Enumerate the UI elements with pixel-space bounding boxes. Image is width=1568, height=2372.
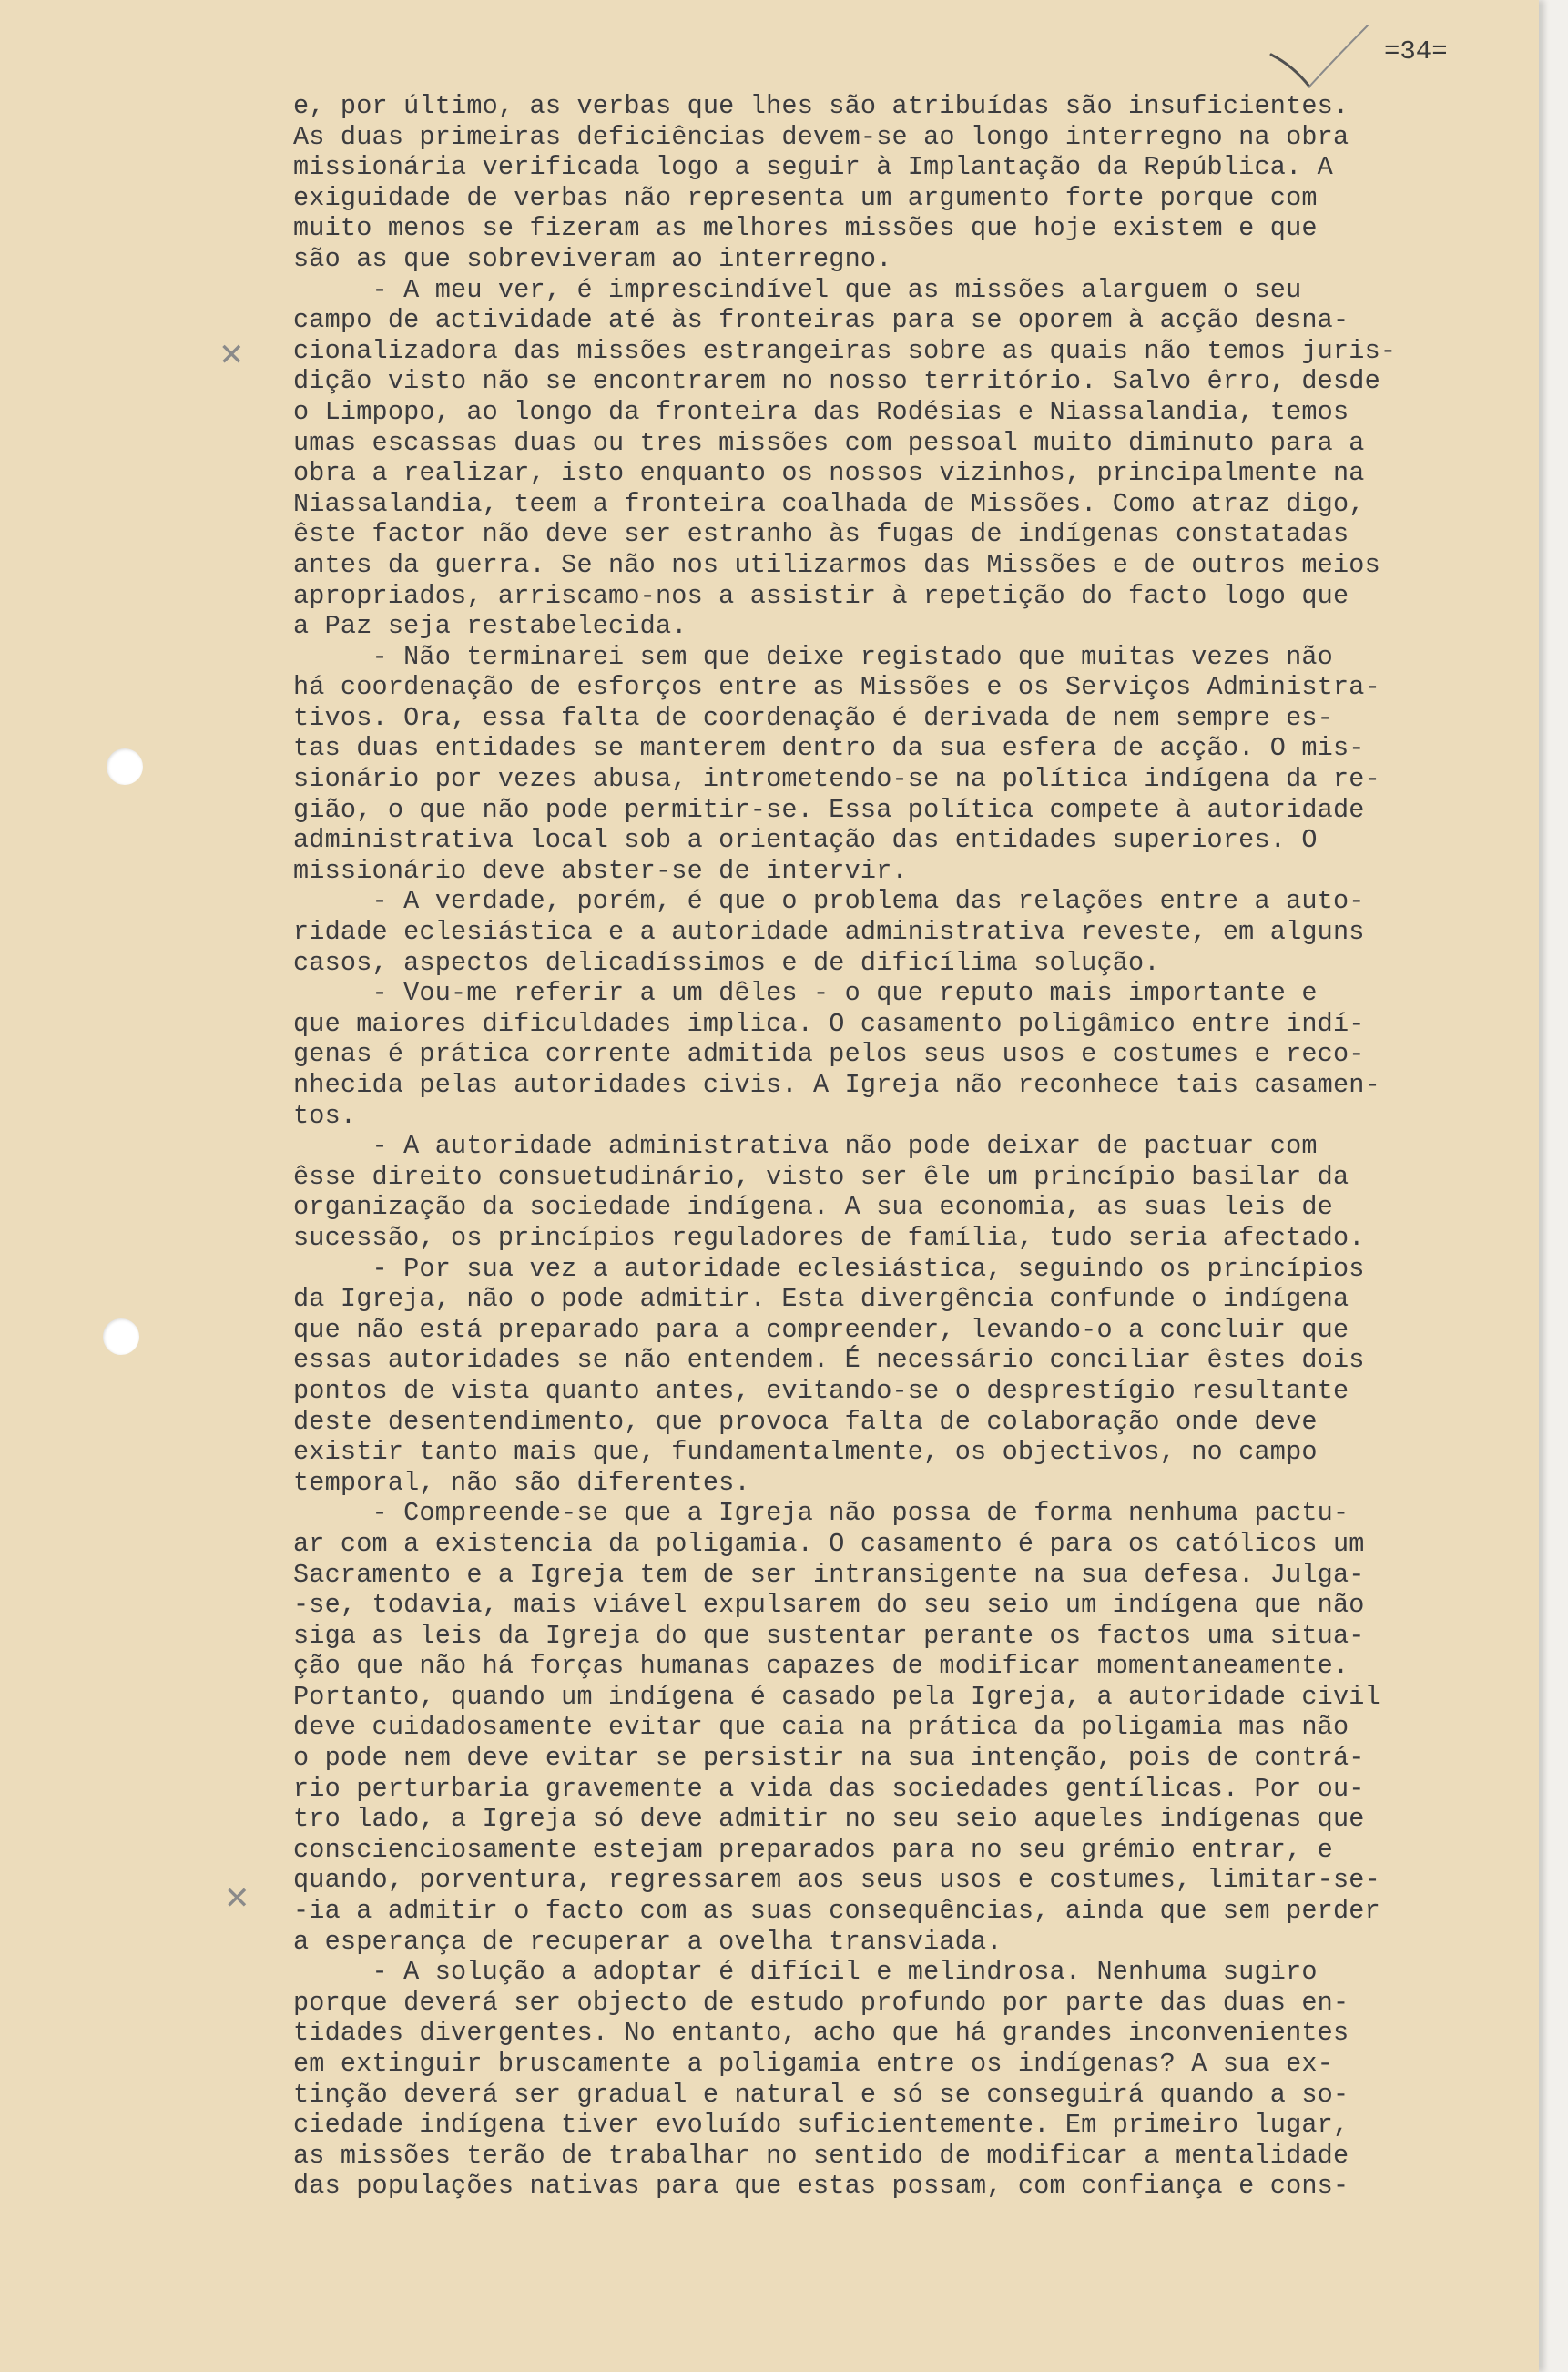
text-line: deste desentendimento, que provoca falta de colaboração onde deve [293,1406,1318,1437]
text-line: cionalizadora das missões estrangeiras sobre as quais não temos juris- [293,335,1397,366]
text-line: - A autoridade administrativa não pode deixar de pactuar com [293,1131,1318,1162]
text-line: - A meu ver, é imprescindível que as missões alarguem o seu [293,274,1302,305]
punch-hole [103,1318,139,1355]
text-line: Niassalandia, teem a fronteira coalhada de Missões. Como atraz digo, [293,488,1365,519]
text-line: tinção deverá ser gradual e natural e só se conseguirá quando a so- [293,2079,1349,2110]
text-line: missionário deve abster-se de intervir. [293,855,908,886]
text-line: que maiores dificuldades implica. O casamento poligâmico entre indí- [293,1008,1365,1039]
text-line: sionário por vezes abusa, intrometendo-se na política indígena da re- [293,764,1380,795]
text-line: Sacramento e a Igreja tem de ser intransigente na sua defesa. Julga- [293,1559,1365,1590]
text-line: o Limpopo, ao longo da fronteira das Rodésias e Niassalandia, temos [293,396,1349,427]
text-line: tidades divergentes. No entanto, acho que há grandes inconvenientes [293,2018,1349,2049]
margin-x-mark-icon: ✕ [219,337,245,373]
text-line: e, por último, as verbas que lhes são atribuídas são insuficientes. [293,91,1349,121]
text-line: missionária verificada logo a seguir à Implantação da República. A [293,152,1333,183]
text-line: tivos. Ora, essa falta de coordenação é derivada de nem sempre es- [293,702,1333,733]
text-line: -ia a admitir o facto com as suas consequências, ainda que sem perder [293,1896,1380,1927]
text-line: ciedade indígena tiver evoluído suficientemente. Em primeiro lugar, [293,2110,1349,2141]
text-line: ridade eclesiástica e a autoridade administrativa reveste, em alguns [293,917,1365,948]
text-line: tas duas entidades se manterem dentro da sua esfera de acção. O mis- [293,733,1365,764]
text-line: genas é prática corrente admitida pelos seus usos e costumes e reco- [293,1039,1365,1070]
text-line: em extinguir bruscamente a poligamia entre os indígenas? A sua ex- [293,2049,1333,2079]
text-line: êsse direito consuetudinário, visto ser êle um princípio basilar da [293,1161,1349,1192]
text-line: o pode nem deve evitar se persistir na sua intenção, pois de contrá- [293,1743,1365,1774]
text-line: temporal, não são diferentes. [293,1467,750,1498]
text-line: as missões terão de trabalhar no sentido de modificar a mentalidade [293,2140,1349,2171]
text-line: porque deverá ser objecto de estudo profundo por parte das duas en- [293,1987,1349,2018]
text-line: siga as leis da Igreja do que sustentar perante os factos uma situa- [293,1620,1365,1651]
text-line: pontos de vista quanto antes, evitando-se o desprestígio resultante [293,1375,1349,1406]
text-line: que não está preparado para a compreender, levando-o a concluir que [293,1314,1349,1345]
text-line: da Igreja, não o pode admitir. Esta divergência confunde o indígena [293,1284,1349,1315]
text-line: campo de actividade até às fronteiras para se oporem à acção desna- [293,305,1349,336]
text-line: - A solução a adoptar é difícil e melindrosa. Nenhuma sugiro [293,1957,1318,1988]
text-line: êste factor não deve ser estranho às fugas de indígenas constatadas [293,519,1349,550]
margin-x-mark-icon: ✕ [224,1880,250,1917]
text-line: muito menos se fizeram as melhores missões que hoje existem e que [293,213,1318,244]
text-line: são as que sobreviveram ao interregno. [293,243,892,274]
text-line: tos. [293,1100,357,1131]
text-line: nhecida pelas autoridades civis. A Igreja não reconhece tais casamen- [293,1070,1380,1100]
text-line: a Paz seja restabelecida. [293,611,687,642]
text-line: existir tanto mais que, fundamentalmente, os objectivos, no campo [293,1437,1318,1468]
text-line: deve cuidadosamente evitar que caia na prática da poligamia mas não [293,1712,1349,1743]
page-number: =34= [1384,36,1448,66]
text-line: das populações nativas para que estas possam, com confiança e cons- [293,2171,1349,2202]
text-line: obra a realizar, isto enquanto os nossos vizinhos, principalmente na [293,458,1365,489]
text-line: conscienciosamente estejam preparados para no seu grémio entrar, e [293,1834,1333,1865]
text-line: ção que não há forças humanas capazes de modificar momentaneamente. [293,1651,1349,1682]
text-line: -se, todavia, mais viável expulsarem do seu seio um indígena que não [293,1590,1365,1621]
text-line: há coordenação de esforços entre as Missões e os Serviços Administra- [293,672,1380,703]
text-line: - Compreende-se que a Igreja não possa de forma nenhuma pactu- [293,1498,1349,1529]
text-line: sucessão, os princípios reguladores de família, tudo seria afectado. [293,1222,1365,1253]
text-line: quando, porventura, regressarem aos seus usos e costumes, limitar-se- [293,1865,1380,1896]
text-line: exiguidade de verbas não representa um argumento forte porque com [293,182,1318,213]
text-line: Portanto, quando um indígena é casado pela Igreja, a autoridade civil [293,1681,1380,1712]
text-line: - Vou-me referir a um dêles - o que reputo mais importante e [293,978,1318,1009]
text-line: casos, aspectos delicadíssimos e de dificílima solução. [293,947,1160,978]
text-line: antes da guerra. Se não nos utilizarmos das Missões e de outros meios [293,549,1380,580]
text-line: a esperança de recuperar a ovelha transviada. [293,1926,1003,1957]
text-line: rio perturbaria gravemente a vida das sociedades gentílicas. Por ou- [293,1773,1365,1804]
text-line: gião, o que não pode permitir-se. Essa política compete à autoridade [293,794,1365,825]
text-line: organização da sociedade indígena. A sua economia, as suas leis de [293,1192,1333,1223]
text-line: ar com a existencia da poligamia. O casamento é para os católicos um [293,1528,1365,1559]
text-line: administrativa local sob a orientação das entidades superiores. O [293,825,1318,856]
punch-hole [107,748,143,785]
text-line: dição visto não se encontrarem no nosso território. Salvo êrro, desde [293,366,1380,397]
text-line: - A verdade, porém, é que o problema das relações entre a auto- [293,886,1365,917]
text-line: apropriados, arriscamo-nos a assistir à repetição do facto logo que [293,580,1349,611]
text-line: essas autoridades se não entendem. É necessário conciliar êstes dois [293,1345,1365,1376]
text-line: - Não terminarei sem que deixe registado que muitas vezes não [293,641,1333,672]
text-line: umas escassas duas ou tres missões com pessoal muito diminuto para a [293,427,1365,458]
body-text [293,91,1532,2202]
text-line: As duas primeiras deficiências devem-se ao longo interregno na obra [293,121,1349,152]
text-line: tro lado, a Igreja só deve admitir no seu seio aqueles indígenas que [293,1804,1365,1835]
text-line: - Por sua vez a autoridade eclesiástica, seguindo os princípios [293,1253,1365,1284]
